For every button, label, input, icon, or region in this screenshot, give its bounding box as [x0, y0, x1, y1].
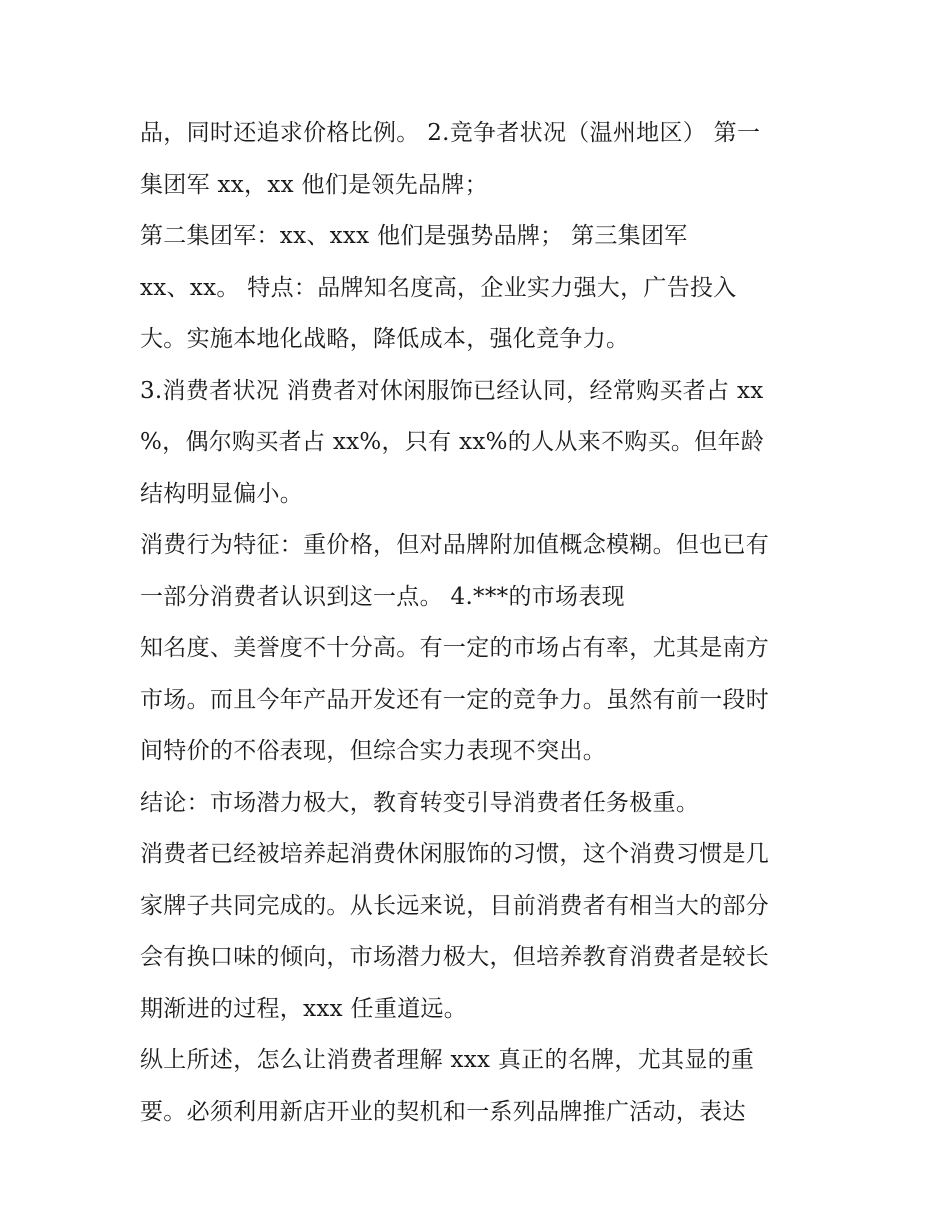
text-line: 消费行为特征：重价格，但对品牌附加值概念模糊。但也已有	[140, 532, 770, 558]
text-line: 市场。而且今年产品开发还有一定的竞争力。虽然有前一段时	[140, 686, 770, 713]
text-line: %，偶尔购买者占 xx%，只有 xx%的人从来不购买。但年龄	[140, 429, 765, 455]
text-line: 结构明显偏小。	[140, 480, 304, 507]
text-line: 3.消费者状况 消费者对休闲服饰已经认同，经常购买者占 xx	[140, 377, 764, 404]
text-line: 家牌子共同完成的。从长远来说，目前消费者有相当大的部分	[140, 892, 770, 919]
text-line: 品，同时还追求价格比例。 2.竞争者状况（温州地区） 第一	[140, 120, 761, 146]
text-line: 知名度、美誉度不十分高。有一定的市场占有率，尤其是南方	[140, 635, 770, 661]
document-body	[140, 108, 830, 1138]
text-line: 第二集团军：xx、xxx 他们是强势品牌； 第三集团军	[140, 223, 688, 249]
text-line: 期渐进的过程，xxx 任重道远。	[140, 995, 468, 1022]
text-line: 集团军 xx，xx 他们是领先品牌；	[140, 171, 488, 198]
text-line: 大。实施本地化战略，降低成本，强化竞争力。	[140, 326, 630, 352]
text-line: 要。必须利用新店开业的契机和一系列品牌推广活动，表达	[140, 1098, 746, 1125]
text-line: 结论：市场潜力极大，教育转变引导消费者任务极重。	[140, 789, 700, 816]
text-line: 会有换口味的倾向，市场潜力极大，但培养教育消费者是较长	[140, 944, 770, 970]
text-line: 一部分消费者认识到这一点。 4.***的市场表现	[140, 583, 625, 610]
text-line: xx、xx。 特点：品牌知名度高，企业实力强大，广告投入	[140, 274, 737, 301]
text-line: 间特价的不俗表现，但综合实力表现不突出。	[140, 738, 606, 764]
text-line: 消费者已经被培养起消费休闲服饰的习惯，这个消费习惯是几	[140, 841, 770, 867]
text-line: 纵上所述，怎么让消费者理解 xxx 真正的名牌，尤其显的重	[140, 1047, 755, 1073]
